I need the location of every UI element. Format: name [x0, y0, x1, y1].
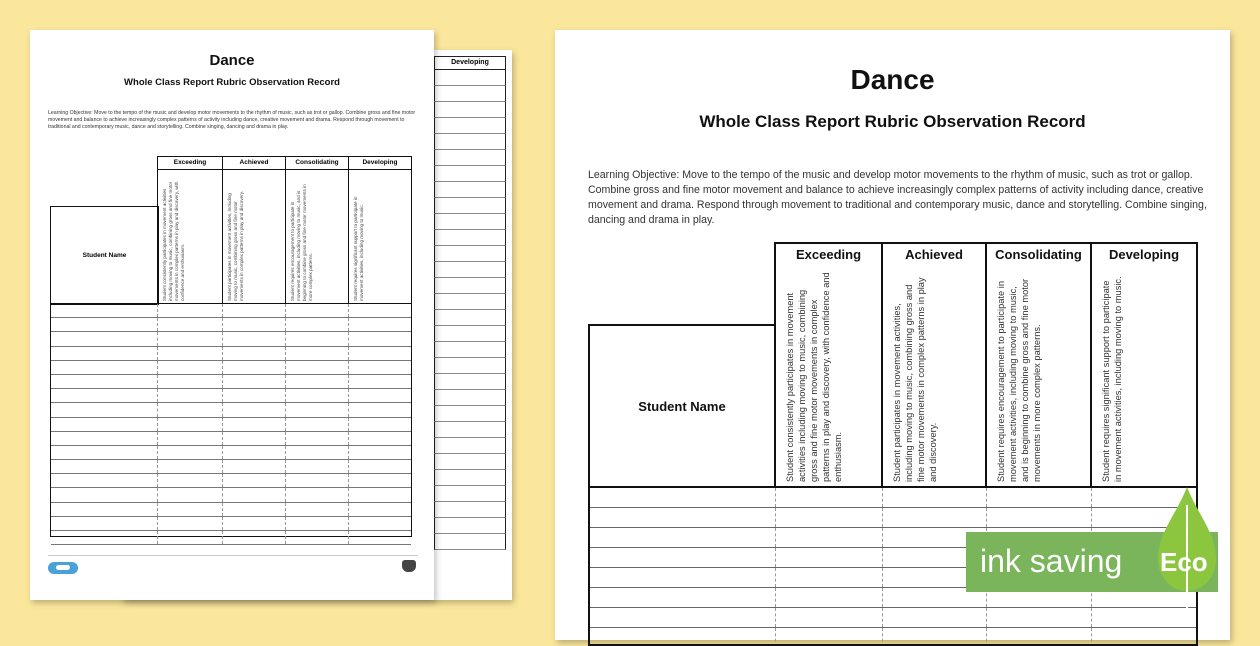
table-cell — [51, 332, 158, 345]
table-cell — [286, 418, 349, 431]
back-table-row — [434, 390, 506, 406]
table-row — [51, 389, 411, 403]
back-table-row — [434, 230, 506, 246]
table-cell — [349, 488, 410, 501]
back-table-row — [434, 134, 506, 150]
table-cell — [349, 332, 410, 345]
small-student-rows — [50, 303, 412, 537]
table-cell — [286, 460, 349, 473]
table-row — [51, 361, 411, 375]
table-cell — [158, 446, 223, 459]
table-cell — [349, 318, 410, 331]
table-cell — [158, 531, 223, 544]
back-table-row — [434, 454, 506, 470]
back-table-row — [434, 326, 506, 342]
footer-emblem-icon — [402, 560, 416, 572]
table-cell — [590, 548, 776, 567]
table-cell — [349, 347, 410, 360]
table-cell — [349, 403, 410, 416]
table-cell — [776, 508, 883, 527]
table-cell — [158, 488, 223, 501]
page-title: Dance — [850, 64, 935, 95]
small-objective: Learning Objective: Move to the tempo of the music and develop motor movements to the rhythm of music, such as trot or gallop. Combine gross and fine motor movement and balance to achieve increasingly complex patterns of activity including dance, creative movement and drama. Respond through movement to traditional and contemporary music, dance and storytelling. Combine singing, dancing and drama in play. — [48, 110, 416, 130]
table-row — [51, 418, 411, 432]
table-cell — [776, 588, 883, 607]
col-desc-consolidating: Student requires encouragement to participate in movement activities, including moving to music, and is beginning to combine gross and fine motor movements in more complex patterns. — [985, 266, 1092, 488]
table-cell — [158, 375, 223, 388]
col-desc-exceeding: Student consistently participates in movement activities including moving to music, combining gross and fine motor movements in complex patterns in play and discovery, with confidence and enthusiasm. — [774, 266, 883, 488]
back-table-row — [434, 166, 506, 182]
table-cell — [158, 389, 223, 402]
back-table-row — [434, 342, 506, 358]
table-cell — [158, 304, 223, 317]
ink-saving-label: ink saving — [980, 543, 1123, 579]
back-table-row — [434, 70, 506, 86]
back-table-row — [434, 278, 506, 294]
eco-label: Eco — [1160, 547, 1208, 577]
col-header-consolidating: Consolidating — [985, 242, 1092, 268]
table-row — [51, 517, 411, 531]
table-row — [51, 474, 411, 488]
table-cell — [776, 568, 883, 587]
small-desc-developing: Student requires significant support to participate in movement activities, including moving to music. — [348, 169, 412, 305]
table-cell — [223, 503, 286, 516]
table-cell — [776, 608, 883, 627]
table-cell — [223, 517, 286, 530]
table-cell — [349, 304, 410, 317]
table-cell — [349, 460, 410, 473]
table-cell — [349, 361, 410, 374]
table-cell — [286, 361, 349, 374]
table-cell — [223, 446, 286, 459]
table-cell — [349, 418, 410, 431]
table-row — [51, 460, 411, 474]
table-row — [51, 347, 411, 361]
table-cell — [223, 304, 286, 317]
table-cell — [51, 318, 158, 331]
table-cell — [590, 488, 776, 507]
table-cell — [51, 361, 158, 374]
table-cell — [1092, 628, 1196, 646]
table-cell — [51, 446, 158, 459]
table-cell — [223, 361, 286, 374]
table-cell — [776, 628, 883, 646]
table-cell — [51, 347, 158, 360]
table-cell — [590, 508, 776, 527]
back-table-row — [434, 374, 506, 390]
table-cell — [590, 528, 776, 547]
table-cell — [223, 418, 286, 431]
table-cell — [349, 432, 410, 445]
table-row — [51, 304, 411, 318]
back-table-row — [434, 246, 506, 262]
table-cell — [51, 474, 158, 487]
table-cell — [158, 403, 223, 416]
table-cell — [223, 389, 286, 402]
back-table-row — [434, 182, 506, 198]
back-table-row — [434, 262, 506, 278]
small-col-achieved: Achieved — [222, 156, 286, 170]
table-cell — [286, 474, 349, 487]
table-cell — [158, 474, 223, 487]
small-worksheet-page — [30, 30, 434, 600]
learning-objective: Learning Objective: Move to the tempo of the music and develop motor movements to the rhythm of music, such as trot or gallop. Combine gross and fine motor movement and balance to achieve increasingly complex patterns of activity including dance, creative movement and drama. Respond through movement to traditional and contemporary music, dance and storytelling. Combine singing, dancing and drama in play. — [588, 169, 1207, 226]
small-col-developing: Developing — [348, 156, 412, 170]
table-cell — [51, 432, 158, 445]
table-cell — [590, 608, 776, 627]
small-student-name-header: Student Name — [50, 206, 159, 305]
table-cell — [286, 318, 349, 331]
back-table-row — [434, 422, 506, 438]
table-row — [51, 403, 411, 417]
table-cell — [158, 460, 223, 473]
table-cell — [883, 628, 987, 646]
table-cell — [286, 446, 349, 459]
table-cell — [349, 531, 410, 544]
table-cell — [223, 460, 286, 473]
table-cell — [158, 517, 223, 530]
small-col-exceeding: Exceeding — [157, 156, 223, 170]
back-table-row — [434, 198, 506, 214]
back-table-row — [434, 438, 506, 454]
table-cell — [590, 628, 776, 646]
table-cell — [590, 568, 776, 587]
table-cell — [223, 375, 286, 388]
table-row — [590, 628, 1196, 646]
back-table-row — [434, 518, 506, 534]
back-table-row — [434, 86, 506, 102]
table-cell — [158, 318, 223, 331]
back-table-row — [434, 358, 506, 374]
table-row — [51, 531, 411, 545]
table-cell — [223, 318, 286, 331]
small-desc-achieved: Student participates in movement activities, including moving to music, combining gross and fine motor movements in complex patterns in play and discovery. — [222, 169, 286, 305]
small-title: Dance — [209, 52, 255, 69]
ink-saving-eco-badge — [966, 485, 1218, 613]
table-cell — [349, 389, 410, 402]
table-row — [51, 503, 411, 517]
table-cell — [286, 332, 349, 345]
col-desc-achieved: Student participates in movement activities, including moving to music, combining gross and fine motor movements in complex patterns in play and discovery. — [881, 266, 987, 488]
table-cell — [51, 389, 158, 402]
back-header-developing: Developing — [434, 56, 506, 70]
table-cell — [286, 432, 349, 445]
table-row — [51, 375, 411, 389]
back-table-row — [434, 502, 506, 518]
student-name-header: Student Name — [588, 324, 776, 488]
small-col-consolidating: Consolidating — [285, 156, 349, 170]
back-table-row — [434, 534, 506, 550]
back-table — [434, 56, 506, 550]
table-cell — [51, 488, 158, 501]
back-table-row — [434, 102, 506, 118]
table-cell — [51, 503, 158, 516]
col-header-exceeding: Exceeding — [774, 242, 883, 268]
table-cell — [286, 347, 349, 360]
back-table-row — [434, 294, 506, 310]
table-cell — [51, 403, 158, 416]
table-cell — [286, 517, 349, 530]
table-cell — [286, 403, 349, 416]
brand-logo-icon — [48, 562, 78, 574]
table-cell — [223, 403, 286, 416]
table-cell — [286, 389, 349, 402]
table-row — [51, 446, 411, 460]
back-table-row — [434, 406, 506, 422]
table-cell — [987, 628, 1092, 646]
table-cell — [51, 460, 158, 473]
table-cell — [590, 588, 776, 607]
table-cell — [286, 375, 349, 388]
col-desc-developing: Student requires significant support to participate in movement activities, including moving to music. — [1090, 266, 1198, 488]
page-subtitle: Whole Class Report Rubric Observation Record — [699, 112, 1086, 131]
small-desc-consolidating: Student requires encouragement to participate in movement activities, including moving to music, and is beginning to combine gross and fine motor movements in more complex patterns. — [285, 169, 349, 305]
table-cell — [158, 361, 223, 374]
small-footer — [48, 555, 418, 572]
table-cell — [51, 375, 158, 388]
back-table-row — [434, 470, 506, 486]
table-cell — [223, 488, 286, 501]
table-cell — [286, 304, 349, 317]
back-table-row — [434, 310, 506, 326]
table-cell — [51, 418, 158, 431]
table-cell — [158, 418, 223, 431]
table-row — [51, 432, 411, 446]
col-header-achieved: Achieved — [881, 242, 987, 268]
table-cell — [51, 531, 158, 544]
table-row — [51, 318, 411, 332]
table-cell — [349, 375, 410, 388]
table-cell — [158, 432, 223, 445]
table-cell — [286, 503, 349, 516]
table-row — [51, 488, 411, 502]
table-cell — [51, 304, 158, 317]
table-row — [51, 332, 411, 346]
table-cell — [158, 332, 223, 345]
table-cell — [223, 432, 286, 445]
back-table-row — [434, 214, 506, 230]
table-cell — [158, 347, 223, 360]
small-desc-exceeding: Student consistently participates in movement activities including moving to music, combining gross and fine motor movements in complex patterns in play and discovery, with confidence and enthusiasm. — [157, 169, 223, 305]
table-cell — [776, 528, 883, 547]
back-table-row — [434, 150, 506, 166]
table-cell — [51, 517, 158, 530]
table-cell — [223, 347, 286, 360]
table-cell — [349, 474, 410, 487]
table-cell — [776, 548, 883, 567]
table-cell — [776, 488, 883, 507]
small-subtitle: Whole Class Report Rubric Observation Record — [124, 77, 340, 88]
back-table-row — [434, 486, 506, 502]
table-cell — [286, 488, 349, 501]
col-header-developing: Developing — [1090, 242, 1198, 268]
table-cell — [286, 531, 349, 544]
table-cell — [349, 503, 410, 516]
table-cell — [223, 332, 286, 345]
table-cell — [223, 474, 286, 487]
table-cell — [223, 531, 286, 544]
back-table-row — [434, 118, 506, 134]
table-cell — [158, 503, 223, 516]
table-cell — [349, 446, 410, 459]
table-cell — [349, 517, 410, 530]
